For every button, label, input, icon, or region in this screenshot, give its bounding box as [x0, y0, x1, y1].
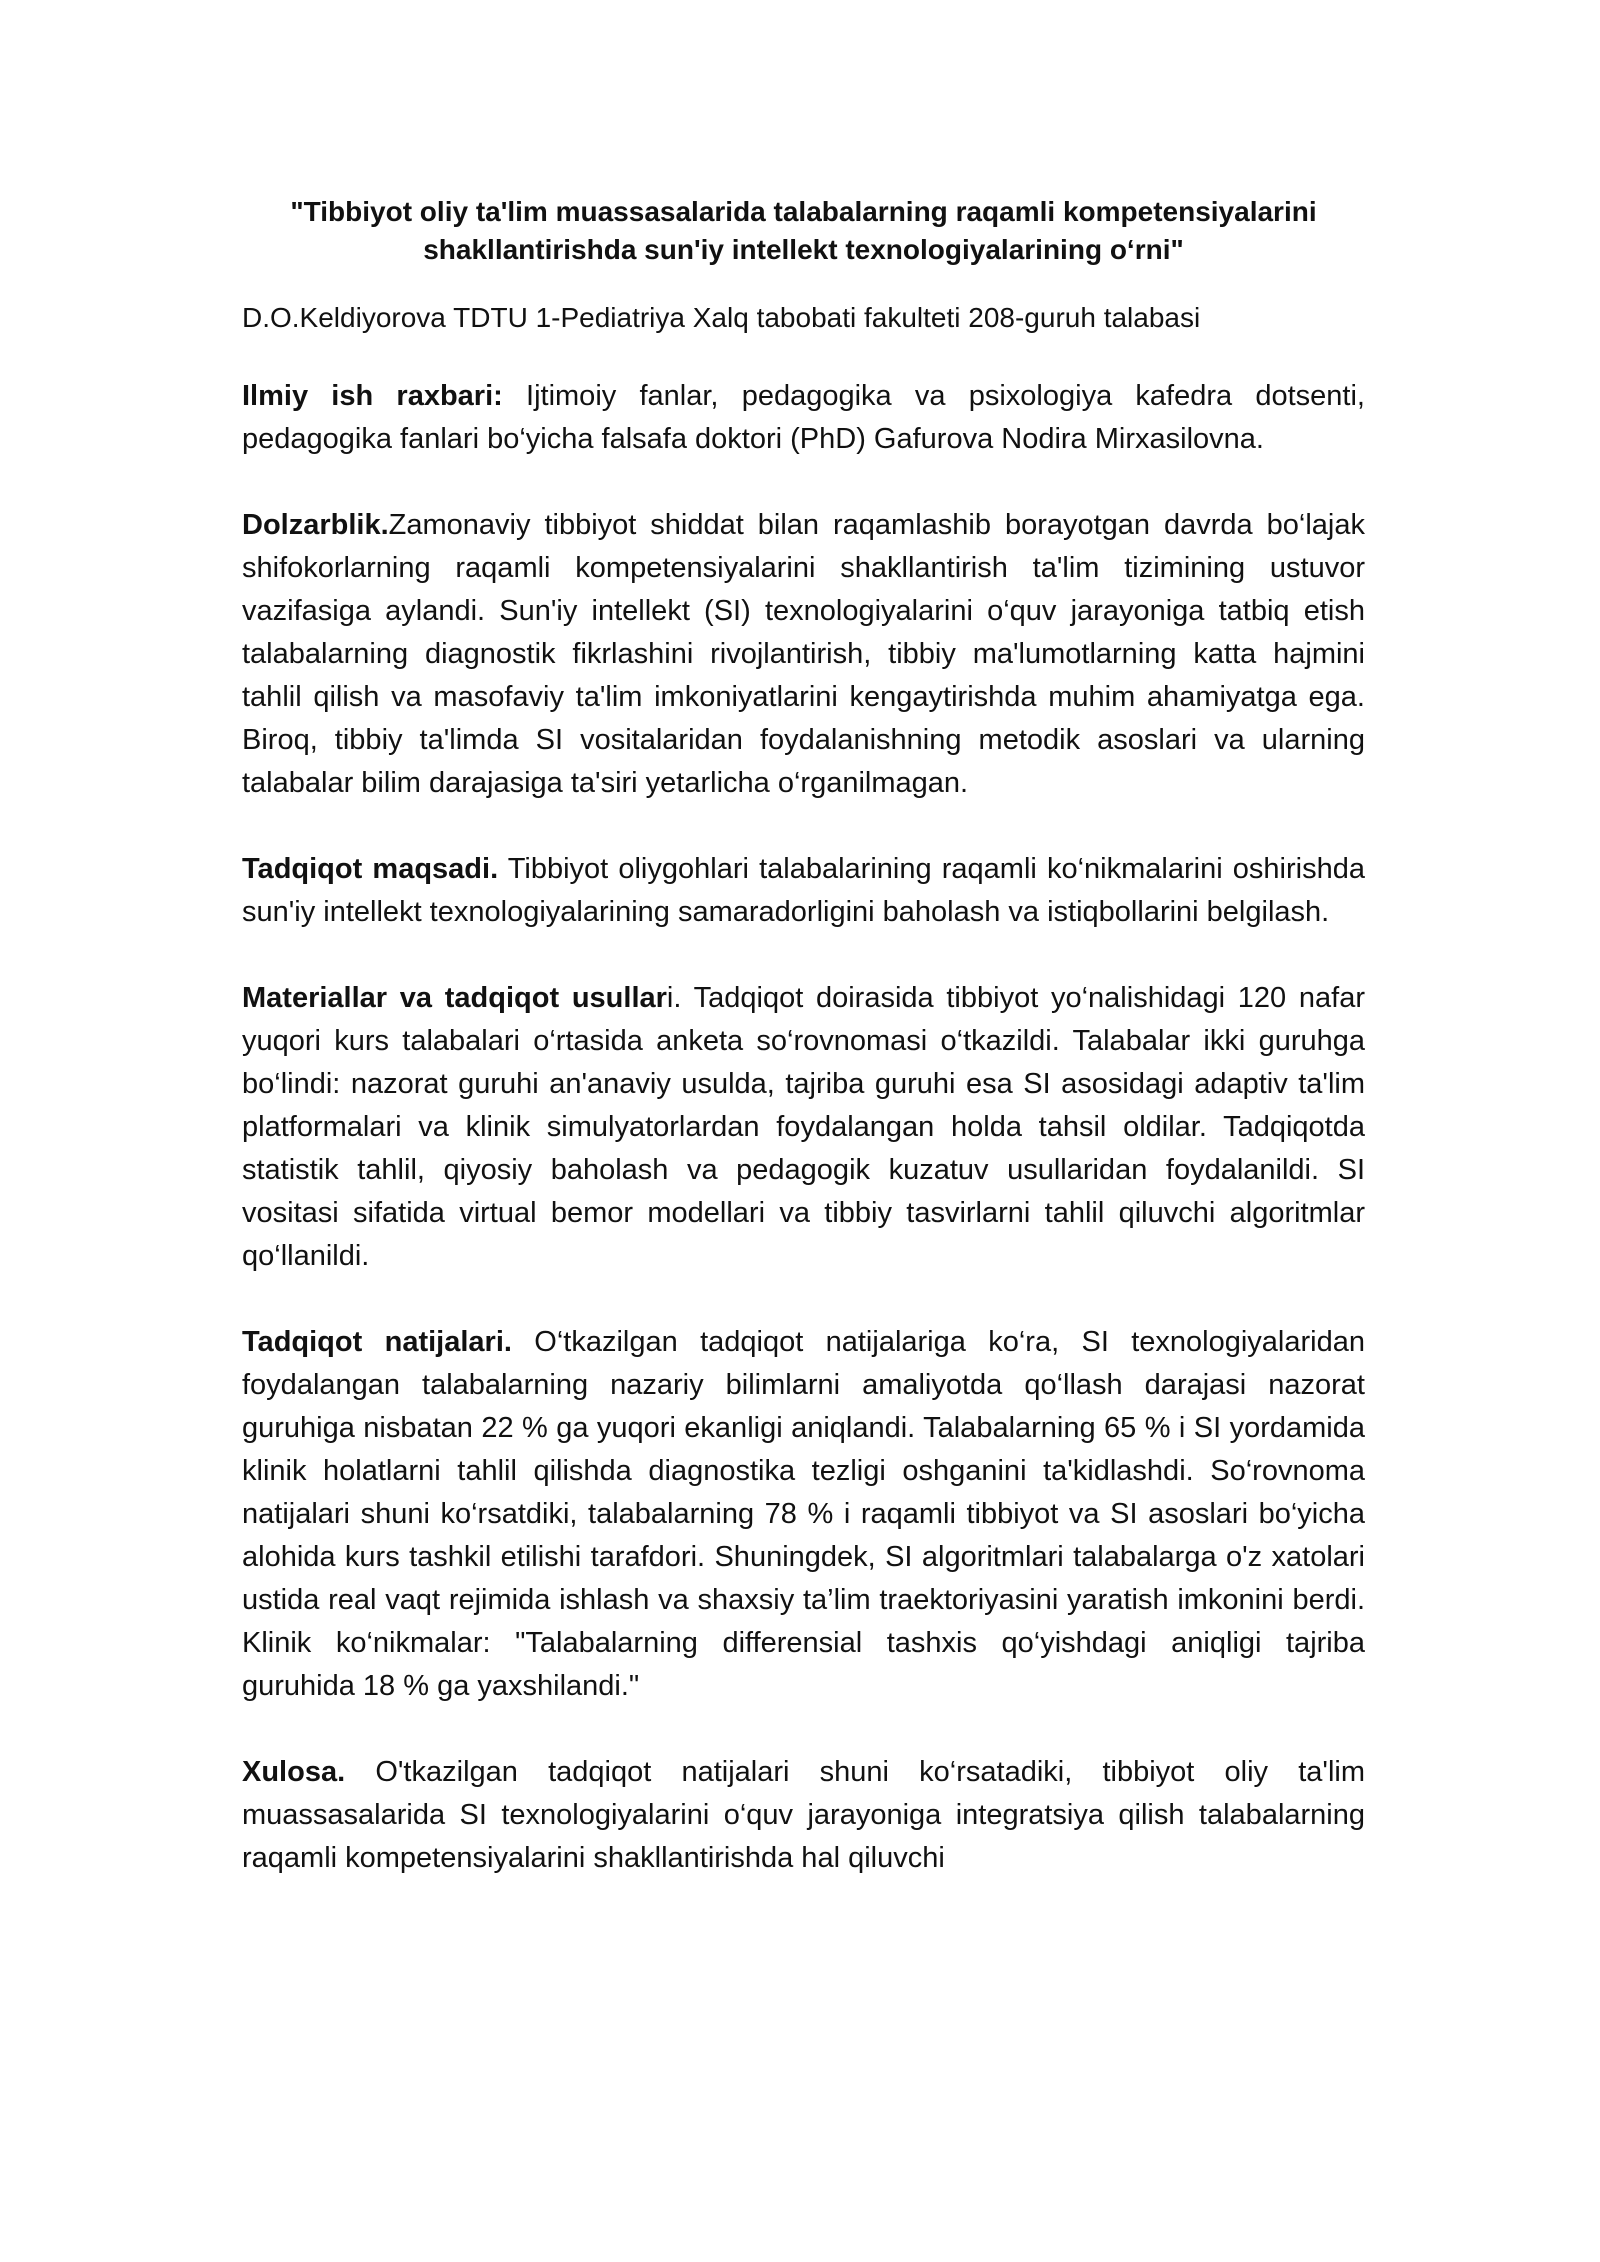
title-line-1: "Tibbiyot oliy ta'lim muassasalarida talabalarning raqamli kompetensiyalarini	[290, 196, 1317, 227]
results-paragraph	[242, 1321, 1365, 1708]
relevance-text: Zamonaviy tibbiyot shiddat bilan raqamlashib borayotgan davrda bo‘lajak shifokorlarning raqamli kompetensiyalarini shakllantirish ta'lim tizimining ustuvor vazifasiga aylandi. Sun'iy intellekt (SI) texnologiyalarini o‘quv jarayoniga tatbiq etish talabalarning diagnostik fikrlashini rivojlantirish, tibbiy ma'lumotlarning katta hajmini tahlil qilish va masofaviy ta'lim imkoniyatlarini kengaytirishda muhim ahamiyatga ega. Biroq, tibbiy ta'limda SI vositalaridan foydalanishning metodik asoslari va ularning talabalar bilim darajasiga ta'siri yetarlicha o‘rganilmagan.	[242, 509, 1365, 799]
aim-text: Tibbiyot oliygohlari talabalarining raqamli ko‘nikmalarini oshirishda sun'iy intellekt texnologiyalarining samaradorligini baholash va istiqbollarini belgilash.	[242, 853, 1365, 928]
conclusion-text: O'tkazilgan tadqiqot natijalari shuni ko‘rsatadiki, tibbiyot oliy ta'lim muassasalarida SI texnologiyalarini o‘quv jarayoniga integratsiya qilish talabalarning raqamli kompetensiyalarini shakllantirishda hal qiluvchi	[242, 1756, 1365, 1874]
methods-paragraph	[242, 977, 1365, 1278]
conclusion-paragraph	[242, 1751, 1365, 1880]
supervisor-paragraph	[242, 375, 1365, 461]
supervisor-text: Ijtimoiy fanlar, pedagogika va psixologiya kafedra dotsenti, pedagogika fanlari bo‘yicha falsafa doktori (PhD) Gafurova Nodira Mirxasilovna.	[242, 380, 1365, 455]
title-line-2: shakllantirishda sun'iy intellekt texnologiyalarining o‘rni"	[423, 234, 1184, 265]
relevance-label: Dolzarblik.	[242, 509, 389, 541]
aim-paragraph	[242, 848, 1365, 934]
methods-label: Materiallar va tadqiqot usullar	[242, 982, 667, 1014]
results-label: Tadqiqot natijalari.	[242, 1326, 512, 1358]
supervisor-label: Ilmiy ish raxbari:	[242, 380, 503, 412]
methods-text: . Tadqiqot doirasida tibbiyot yo‘nalishidagi 120 nafar yuqori kurs talabalari o‘rtasida anketa so‘rovnomasi o‘tkazildi. Talabalar ikki guruhga bo‘lindi: nazorat guruhi an'anaviy usulda, tajriba guruhi esa SI asosidagi adaptiv ta'lim platformalari va klinik simulyatorlardan foydalangan holda tahsil oldilar. Tadqiqotda statistik tahlil, qiyosiy baholash va pedagogik kuzatuv usullaridan foydalanildi. SI vositasi sifatida virtual bemor modellari va tibbiy tasvirlarni tahlil qiluvchi algoritmlar qo‘llanildi.	[242, 982, 1365, 1272]
methods-label-tail: i	[666, 982, 674, 1014]
aim-label: Tadqiqot maqsadi.	[242, 853, 499, 885]
author-line: D.O.Keldiyorova TDTU 1-Pediatriya Xalq tabobati fakulteti 208-guruh talabasi	[242, 302, 1201, 333]
conclusion-label: Xulosa.	[242, 1756, 346, 1788]
document-title	[242, 193, 1365, 269]
relevance-paragraph	[242, 504, 1365, 805]
results-text: O‘tkazilgan tadqiqot natijalariga ko‘ra, SI texnologiyalaridan foydalangan talabalarning nazariy bilimlarni amaliyotda qo‘llash darajasi nazorat guruhiga nisbatan 22 % ga yuqori ekanligi aniqlandi. Talabalarning 65 % i SI yordamida klinik holatlarni tahlil qilishda diagnostika tezligi oshganini ta'kidlashdi. So‘rovnoma natijalari shuni ko‘rsatdiki, talabalarning 78 % i raqamli tibbiyot va SI asoslari bo‘yicha alohida kurs tashkil etilishi tarafdori. Shuningdek, SI algoritmlari talabalarga o'z xatolari ustida real vaqt rejimida ishlash va shaxsiy ta’lim traektoriyasini yaratish imkonini berdi. Klinik ko‘nikmalar: "Talabalarning differensial tashxis qo‘yishdagi aniqligi tajriba guruhida 18 % ga yaxshilandi."	[242, 1326, 1365, 1702]
